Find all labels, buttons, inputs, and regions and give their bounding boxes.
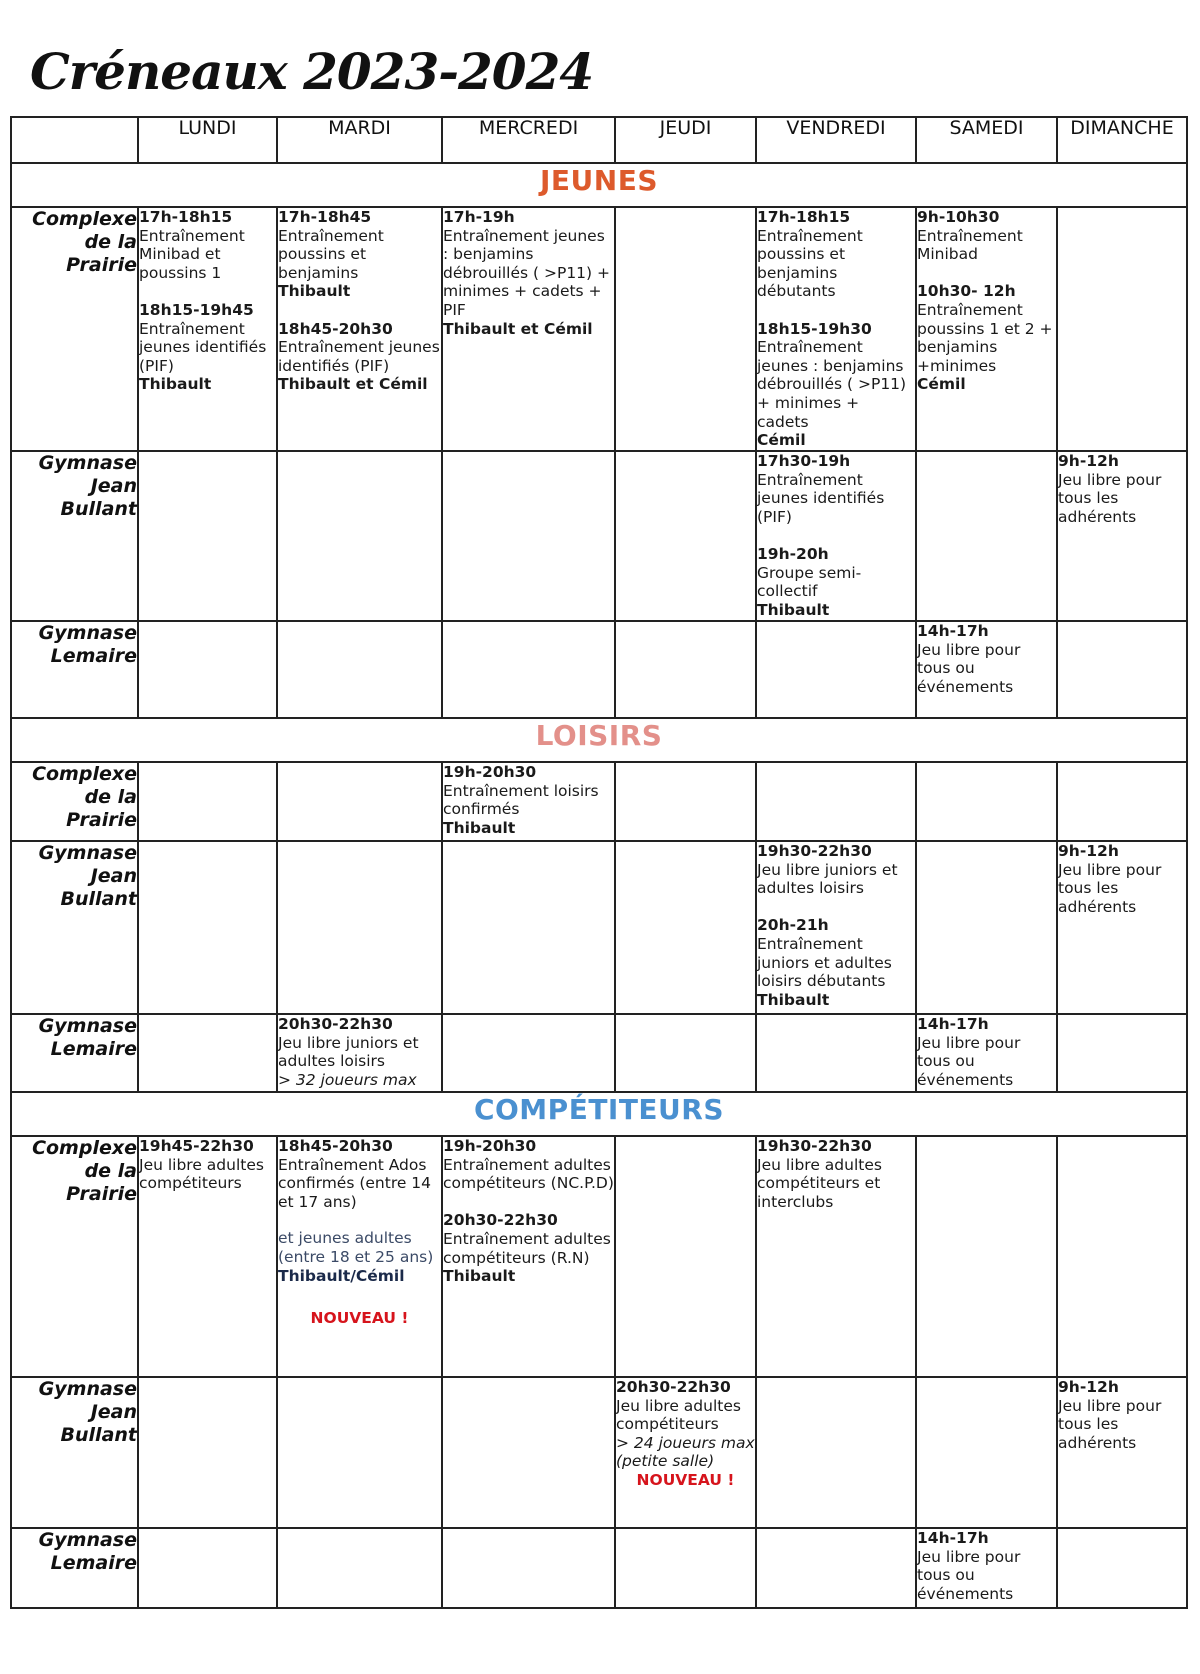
venue-label: Gymnase Jean Bullant: [11, 841, 138, 1014]
slot-coach: Thibault: [278, 282, 351, 301]
slot-time: 19h-20h30: [443, 1137, 537, 1155]
slot-cell: [615, 1014, 756, 1092]
time-slot: [757, 1137, 915, 1211]
slot-cell: [138, 207, 277, 451]
venue-label: Gymnase Lemaire: [11, 621, 138, 718]
slot-cell: [277, 762, 442, 841]
slot-cell: [138, 621, 277, 718]
slot-cell: [442, 1014, 615, 1092]
slot-time: 14h-17h: [917, 1015, 989, 1033]
section-row: [11, 1092, 1187, 1136]
slot-note: > 24 joueurs max (petite salle): [616, 1433, 755, 1471]
venue-row: [11, 207, 1187, 451]
time-slot: [757, 545, 915, 619]
slot-description: Jeu libre pour tous ou événements: [917, 1033, 1021, 1089]
slot-time: 17h-18h15: [757, 208, 851, 226]
day-header: VENDREDI: [756, 117, 916, 163]
slot-description: Jeu libre pour tous les adhérents: [1058, 860, 1162, 916]
slot-cell: [277, 1528, 442, 1608]
slot-time: 9h-12h: [1058, 1378, 1119, 1396]
slot-description: Jeu libre juniors et adultes loisirs: [278, 1033, 419, 1071]
venue-row: [11, 1528, 1187, 1608]
slot-time: 19h45-22h30: [139, 1137, 254, 1155]
slot-cell: [1057, 451, 1187, 621]
slot-description: Jeu libre adultes compétiteurs: [139, 1155, 264, 1193]
slot-coach: Cémil: [757, 431, 806, 450]
time-slot: [443, 208, 614, 338]
page-title: Créneaux 2023-2024: [30, 42, 594, 101]
slot-cell: [916, 1014, 1057, 1092]
venue-label: Gymnase Lemaire: [11, 1014, 138, 1092]
venue-row: [11, 1014, 1187, 1092]
slot-cell: [756, 841, 916, 1014]
time-slot: [443, 1137, 614, 1193]
slot-cell: [442, 1136, 615, 1377]
slot-cell: [277, 1136, 442, 1377]
slot-description: Entraînement poussins et benjamins: [278, 226, 384, 282]
slot-description: Jeu libre pour tous les adhérents: [1058, 470, 1162, 526]
slot-description: Entraînement jeunes identifiés (PIF): [278, 338, 440, 375]
slot-time: 9h-12h: [1058, 842, 1119, 860]
time-slot: [443, 1211, 614, 1285]
slot-cell: [615, 841, 756, 1014]
slot-time: 14h-17h: [917, 622, 989, 640]
section-heading: LOISIRS: [11, 718, 1187, 762]
day-header: SAMEDI: [916, 117, 1057, 163]
time-slot: [917, 622, 1056, 696]
section-row: [11, 718, 1187, 762]
slot-coach: Thibault/Cémil: [278, 1266, 405, 1285]
slot-time: 17h-18h15: [139, 208, 233, 226]
slot-time: 19h-20h: [757, 544, 829, 563]
time-slot: [757, 916, 915, 1009]
corner-cell: [11, 117, 138, 163]
venue-label: Complexe de la Prairie: [11, 762, 138, 841]
time-slot: [278, 1137, 441, 1328]
slot-cell: [442, 762, 615, 841]
day-header-row: [11, 117, 1187, 163]
slot-coach: Cémil: [917, 375, 966, 394]
slot-cell: [615, 762, 756, 841]
day-header: LUNDI: [138, 117, 277, 163]
slot-cell: [1057, 1136, 1187, 1377]
time-slot: [278, 320, 441, 394]
time-slot: [757, 842, 915, 898]
new-badge: NOUVEAU !: [636, 1470, 735, 1489]
slot-time: 18h15-19h30: [757, 319, 872, 338]
slot-time: 9h-12h: [1058, 452, 1119, 470]
slot-extra: et jeunes adultes (entre 18 et 25 ans): [278, 1229, 434, 1266]
time-slot: [1058, 1378, 1186, 1452]
day-header: MERCREDI: [442, 117, 615, 163]
slot-description: Entraînement poussins et benjamins débutants: [757, 226, 863, 301]
slot-cell: [442, 1528, 615, 1608]
slot-time: 18h45-20h30: [278, 319, 393, 338]
slot-coach: Thibault: [139, 375, 212, 394]
slot-cell: [442, 621, 615, 718]
section-heading: COMPÉTITEURS: [11, 1092, 1187, 1136]
slot-time: 17h30-19h: [757, 452, 851, 470]
slot-cell: [916, 1528, 1057, 1608]
venue-row: [11, 621, 1187, 718]
slot-cell: [442, 207, 615, 451]
schedule-body: [11, 163, 1187, 1608]
slot-cell: [138, 841, 277, 1014]
section-heading: JEUNES: [11, 163, 1187, 207]
slot-cell: [1057, 1528, 1187, 1608]
day-header: DIMANCHE: [1057, 117, 1187, 163]
slot-cell: [756, 762, 916, 841]
slot-description: Jeu libre adultes compétiteurs: [616, 1396, 741, 1434]
venue-row: [11, 1377, 1187, 1528]
slot-coach: Thibault: [757, 990, 830, 1009]
venue-label: Complexe de la Prairie: [11, 1136, 138, 1377]
slot-description: Entraînement jeunes : benjamins débrouillés ( >P11) + minimes + cadets: [757, 338, 907, 431]
slot-cell: [916, 1136, 1057, 1377]
venue-label: Gymnase Jean Bullant: [11, 1377, 138, 1528]
time-slot: [278, 1015, 441, 1089]
slot-coach: Thibault: [443, 1267, 516, 1286]
slot-time: 20h-21h: [757, 916, 829, 935]
slot-cell: [916, 762, 1057, 841]
slot-cell: [916, 1377, 1057, 1528]
time-slot: [917, 1015, 1056, 1089]
slot-time: 17h-18h45: [278, 208, 372, 226]
slot-cell: [138, 451, 277, 621]
slot-time: 20h30-22h30: [278, 1015, 393, 1033]
slot-cell: [615, 621, 756, 718]
slot-cell: [138, 1377, 277, 1528]
slot-description: Entraînement jeunes : benjamins débrouillés ( >P11) + minimes + cadets + PIF: [443, 226, 611, 319]
venue-label: Gymnase Lemaire: [11, 1528, 138, 1608]
time-slot: [278, 208, 441, 301]
day-header: JEUDI: [615, 117, 756, 163]
slot-description: Entraînement Ados confirmés (entre 14 et 17 ans): [278, 1155, 432, 1211]
slot-time: 19h-20h30: [443, 763, 537, 781]
slot-coach: Thibault: [757, 600, 830, 619]
slot-description: Jeu libre pour tous ou événements: [917, 1547, 1021, 1603]
slot-cell: [615, 1377, 756, 1528]
venue-label: Complexe de la Prairie: [11, 207, 138, 451]
section-row: [11, 163, 1187, 207]
time-slot: [917, 1529, 1056, 1603]
slot-cell: [1057, 762, 1187, 841]
slot-description: Jeu libre pour tous ou événements: [917, 640, 1021, 696]
slot-description: Groupe semi-collectif: [757, 563, 862, 601]
time-slot: [139, 1137, 276, 1193]
slot-cell: [756, 207, 916, 451]
slot-time: 20h30-22h30: [616, 1378, 731, 1396]
slot-description: Entraînement Minibad: [917, 226, 1023, 264]
slot-cell: [138, 1014, 277, 1092]
slot-time: 10h30- 12h: [917, 282, 1016, 301]
slot-cell: [277, 1377, 442, 1528]
slot-cell: [277, 841, 442, 1014]
slot-time: 14h-17h: [917, 1529, 989, 1547]
slot-time: 9h-10h30: [917, 208, 1000, 226]
time-slot: [443, 763, 614, 837]
slot-time: 19h30-22h30: [757, 1137, 872, 1155]
slot-cell: [1057, 207, 1187, 451]
slot-cell: [916, 841, 1057, 1014]
slot-coach: Thibault: [443, 818, 516, 837]
slot-cell: [442, 1377, 615, 1528]
slot-description: Jeu libre pour tous les adhérents: [1058, 1396, 1162, 1452]
slot-time: 18h45-20h30: [278, 1137, 393, 1155]
slot-description: Entraînement adultes compétiteurs (NC.P.D): [443, 1155, 614, 1193]
slot-coach: Thibault et Cémil: [278, 375, 428, 394]
time-slot: [757, 208, 915, 301]
slot-cell: [138, 1136, 277, 1377]
venue-row: [11, 762, 1187, 841]
slot-cell: [916, 621, 1057, 718]
time-slot: [139, 301, 276, 394]
venue-row: [11, 451, 1187, 621]
slot-cell: [916, 207, 1057, 451]
slot-note: > 32 joueurs max: [278, 1070, 417, 1089]
time-slot: [1058, 452, 1186, 526]
day-header: MARDI: [277, 117, 442, 163]
slot-time: 20h30-22h30: [443, 1211, 558, 1230]
schedule-table: [10, 116, 1188, 1609]
slot-cell: [1057, 621, 1187, 718]
slot-cell: [756, 1528, 916, 1608]
time-slot: [1058, 842, 1186, 916]
slot-cell: [277, 621, 442, 718]
slot-cell: [615, 1136, 756, 1377]
time-slot: [757, 452, 915, 526]
slot-cell: [1057, 1377, 1187, 1528]
slot-cell: [615, 451, 756, 621]
time-slot: [139, 208, 276, 282]
slot-description: Entraînement poussins 1 et 2 + benjamins +minimes: [917, 300, 1053, 375]
slot-cell: [277, 451, 442, 621]
venue-row: [11, 841, 1187, 1014]
slot-cell: [756, 1014, 916, 1092]
slot-description: Jeu libre adultes compétiteurs et interclubs: [757, 1155, 882, 1211]
time-slot: [616, 1378, 755, 1490]
slot-cell: [756, 1136, 916, 1377]
slot-cell: [1057, 1014, 1187, 1092]
venue-row: [11, 1136, 1187, 1377]
slot-cell: [1057, 841, 1187, 1014]
slot-cell: [277, 1014, 442, 1092]
slot-coach: Thibault et Cémil: [443, 319, 593, 338]
slot-description: Entraînement Minibad et poussins 1: [139, 226, 245, 282]
slot-cell: [138, 1528, 277, 1608]
slot-cell: [442, 451, 615, 621]
time-slot: [917, 208, 1056, 264]
time-slot: [757, 320, 915, 450]
slot-cell: [615, 207, 756, 451]
slot-cell: [756, 451, 916, 621]
slot-cell: [916, 451, 1057, 621]
slot-description: Entraînement juniors et adultes loisirs débutants: [757, 934, 892, 991]
slot-time: 19h30-22h30: [757, 842, 872, 860]
slot-description: Entraînement jeunes identifiés (PIF): [757, 470, 885, 526]
slot-cell: [756, 621, 916, 718]
slot-cell: [442, 841, 615, 1014]
new-badge: NOUVEAU !: [310, 1309, 409, 1328]
slot-description: Entraînement adultes compétiteurs (R.N): [443, 1229, 611, 1267]
slot-cell: [138, 762, 277, 841]
slot-description: Entraînement loisirs confirmés: [443, 781, 599, 819]
slot-cell: [756, 1377, 916, 1528]
time-slot: [917, 282, 1056, 394]
venue-label: Gymnase Jean Bullant: [11, 451, 138, 621]
slot-description: Jeu libre juniors et adultes loisirs: [757, 860, 898, 898]
slot-description: Entraînement jeunes identifiés (PIF): [139, 319, 267, 375]
slot-cell: [277, 207, 442, 451]
slot-time: 17h-19h: [443, 208, 515, 226]
slot-cell: [615, 1528, 756, 1608]
slot-time: 18h15-19h45: [139, 300, 254, 319]
